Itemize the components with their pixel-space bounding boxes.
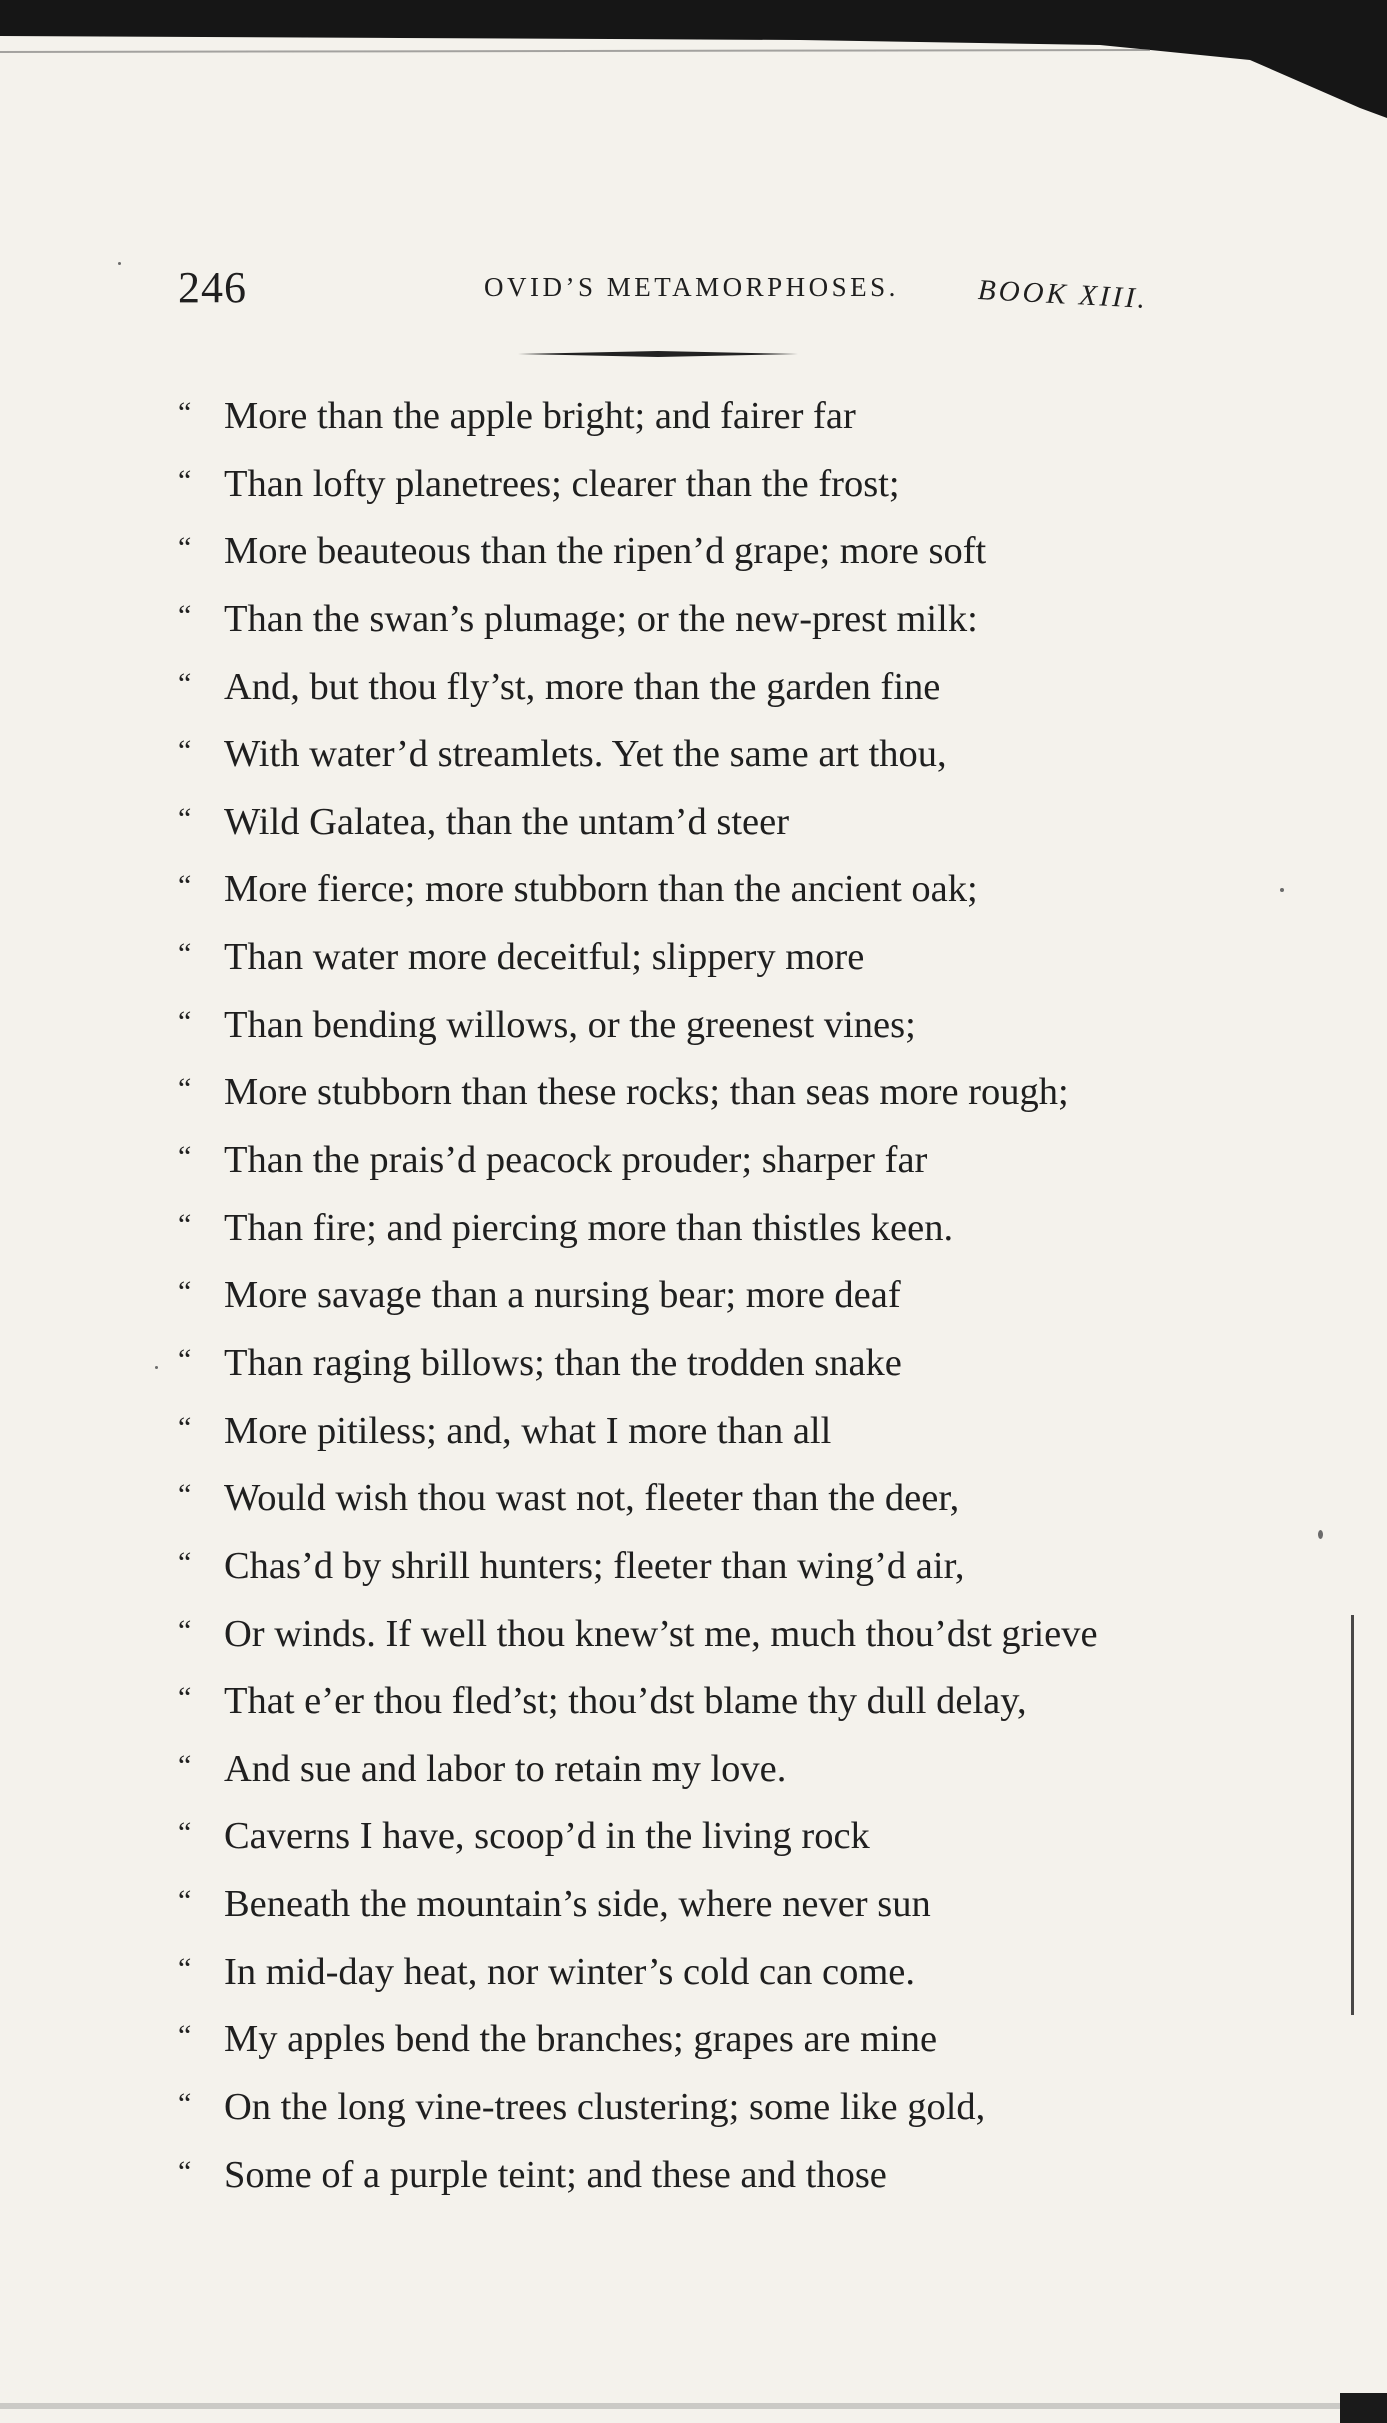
verse-line <box>178 1942 1228 2010</box>
verse-line <box>178 2077 1228 2145</box>
verse-text: Or winds. If well thou knew’st me, much thou’dst grieve <box>224 1612 1098 1655</box>
verse-line <box>178 2009 1228 2077</box>
page-number: 246 <box>178 263 247 312</box>
verse-line <box>178 1671 1228 1739</box>
verse-text: More savage than a nursing bear; more deaf <box>224 1274 901 1317</box>
opening-quote-mark: “ <box>178 1681 192 1715</box>
verse-text: In mid-day heat, nor winter’s cold can come. <box>224 1950 915 1993</box>
verse-line <box>178 2145 1228 2213</box>
verse-text: Chas’d by shrill hunters; fleeter than wing’d air, <box>224 1544 965 1587</box>
verse-line <box>178 1806 1228 1874</box>
verse-line <box>178 1062 1228 1130</box>
verse-text: My apples bend the branches; grapes are mine <box>224 2018 938 2061</box>
opening-quote-mark: “ <box>178 734 192 768</box>
verse-text: Would wish thou wast not, fleeter than the deer, <box>224 1477 960 1520</box>
opening-quote-mark: “ <box>178 1410 192 1444</box>
opening-quote-mark: “ <box>178 1613 192 1647</box>
ink-speck <box>1280 888 1284 892</box>
ink-speck <box>118 262 121 265</box>
verse-line <box>178 1874 1228 1942</box>
verse-line <box>178 792 1228 860</box>
opening-quote-mark: “ <box>178 1207 192 1241</box>
opening-quote-mark: “ <box>178 396 192 429</box>
verse-text: Than raging billows; than the trodden snake <box>224 1341 902 1384</box>
verse-text: Wild Galatea, than the untam’d steer <box>224 800 790 843</box>
verse-line <box>178 521 1228 589</box>
verse-text: With water’d streamlets. Yet the same art thou, <box>224 733 947 776</box>
running-head <box>178 262 1188 322</box>
verse-line <box>178 1130 1228 1198</box>
page-top-shadow <box>0 0 1387 130</box>
verse-line <box>178 657 1228 725</box>
opening-quote-mark: “ <box>178 801 192 835</box>
opening-quote-mark: “ <box>178 463 192 497</box>
book-label: BOOK XIII. <box>977 274 1149 315</box>
verse-text: Beneath the mountain’s side, where never sun <box>224 1883 931 1926</box>
opening-quote-mark: “ <box>178 1545 192 1579</box>
verse-line <box>178 1604 1228 1672</box>
verse-line <box>178 859 1228 927</box>
verse-line <box>178 589 1228 657</box>
verse-line <box>178 386 1228 454</box>
opening-quote-mark: “ <box>178 1816 192 1850</box>
verse-text: More than the apple bright; and fairer far <box>224 395 856 437</box>
verse-line <box>178 1401 1228 1469</box>
opening-quote-mark: “ <box>178 531 192 565</box>
verse-line <box>178 1468 1228 1536</box>
opening-quote-mark: “ <box>178 1748 192 1782</box>
verse-line <box>178 454 1228 522</box>
verse-text: Than the swan’s plumage; or the new-prest milk: <box>224 597 978 640</box>
verse-line <box>178 1198 1228 1266</box>
verse-text: More pitiless; and, what I more than all <box>224 1409 832 1452</box>
opening-quote-mark: “ <box>178 869 192 903</box>
opening-quote-mark: “ <box>178 2019 192 2053</box>
verse-line <box>178 1333 1228 1401</box>
verse-text: Than fire; and piercing more than thistles keen. <box>224 1206 954 1249</box>
verse-text: Some of a purple teint; and these and those <box>224 2153 887 2196</box>
verse-line <box>178 1536 1228 1604</box>
verse-text: Caverns I have, scoop’d in the living rock <box>224 1815 870 1858</box>
opening-quote-mark: “ <box>178 1275 192 1309</box>
verse-text: On the long vine-trees clustering; some like gold, <box>224 2086 986 2129</box>
verse-text: And sue and labor to retain my love. <box>224 1747 787 1790</box>
ornamental-rule <box>518 349 798 359</box>
opening-quote-mark: “ <box>178 1884 192 1918</box>
verse-line <box>178 927 1228 995</box>
opening-quote-mark: “ <box>178 1478 192 1512</box>
binding-edge <box>1351 1615 1354 2015</box>
verse-line <box>178 995 1228 1063</box>
verse-text: Than bending willows, or the greenest vines; <box>224 1003 916 1046</box>
verse-line <box>178 1739 1228 1807</box>
opening-quote-mark: “ <box>178 1004 192 1038</box>
opening-quote-mark: “ <box>178 1342 192 1376</box>
verse-text: That e’er thou fled’st; thou’dst blame thy dull delay, <box>224 1680 1027 1723</box>
opening-quote-mark: “ <box>178 2087 192 2121</box>
verse-block <box>178 386 1228 2212</box>
opening-quote-mark: “ <box>178 1951 192 1985</box>
running-title: OVID’S METAMORPHOSES. <box>484 272 899 302</box>
opening-quote-mark: “ <box>178 598 192 632</box>
verse-text: More stubborn than these rocks; than seas more rough; <box>224 1071 1069 1114</box>
opening-quote-mark: “ <box>178 937 192 971</box>
page-bottom-edge <box>0 2393 1387 2423</box>
verse-line <box>178 1265 1228 1333</box>
verse-line <box>178 724 1228 792</box>
verse-text: And, but thou fly’st, more than the garden fine <box>224 665 941 708</box>
opening-quote-mark: “ <box>178 2154 192 2188</box>
verse-text: More beauteous than the ripen’d grape; more soft <box>224 530 987 573</box>
verse-text: Than water more deceitful; slippery more <box>224 936 865 979</box>
ink-speck <box>155 1366 158 1369</box>
opening-quote-mark: “ <box>178 666 192 700</box>
opening-quote-mark: “ <box>178 1072 192 1106</box>
opening-quote-mark: “ <box>178 1140 192 1174</box>
ink-speck <box>1318 1530 1323 1539</box>
verse-text: More fierce; more stubborn than the ancient oak; <box>224 868 978 911</box>
verse-text: Than lofty planetrees; clearer than the frost; <box>224 462 900 505</box>
verse-text: Than the prais’d peacock prouder; sharper far <box>224 1139 928 1182</box>
